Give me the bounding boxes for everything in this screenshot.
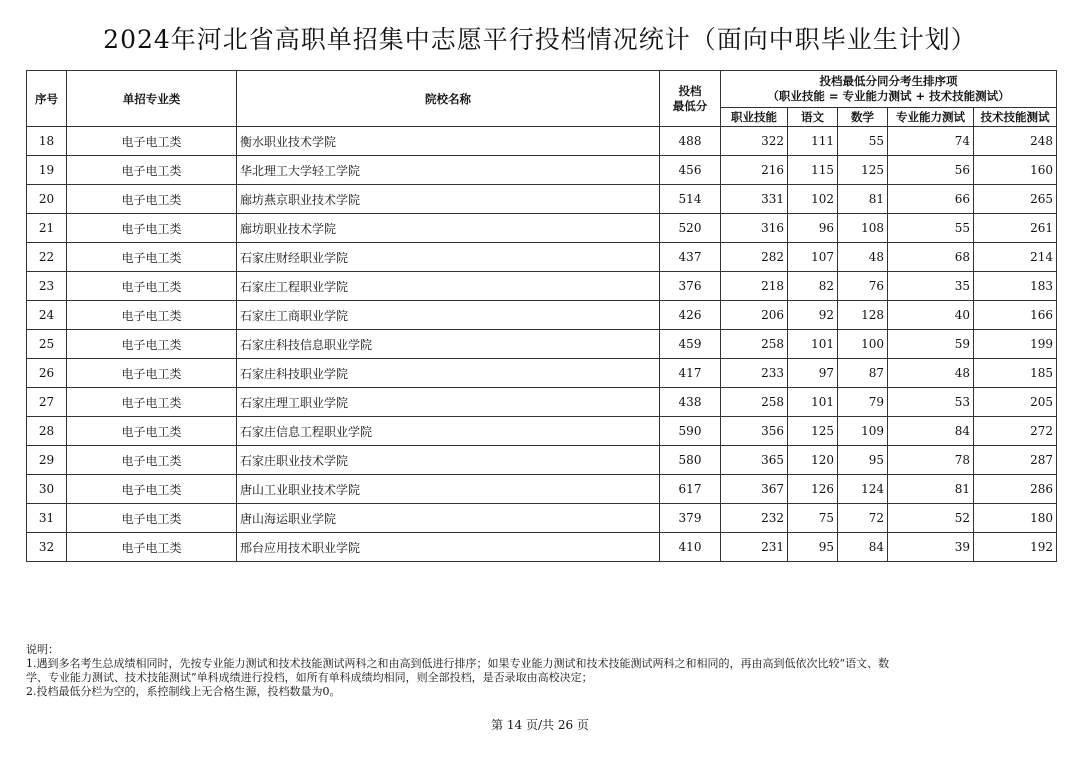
cell-seq: 25	[27, 330, 67, 359]
cell-min-score: 617	[660, 475, 721, 504]
header-rank-group-note: （职业技能 = 专业能力测试 + 技术技能测试）	[767, 89, 1010, 103]
cell-category: 电子电工类	[67, 388, 237, 417]
cell-math: 55	[838, 127, 888, 156]
cell-chinese: 92	[788, 301, 838, 330]
cell-school: 衡水职业技术学院	[237, 127, 660, 156]
cell-seq: 32	[27, 533, 67, 562]
cell-math: 95	[838, 446, 888, 475]
cell-school: 华北理工大学轻工学院	[237, 156, 660, 185]
cell-chinese: 111	[788, 127, 838, 156]
header-rank-group-title: 投档最低分同分考生排序项	[819, 74, 958, 88]
cell-school: 石家庄科技职业学院	[237, 359, 660, 388]
cell-tech-test: 180	[974, 504, 1057, 533]
cell-min-score: 438	[660, 388, 721, 417]
cell-prof-test: 52	[888, 504, 974, 533]
table-row	[27, 127, 1057, 156]
header-tech-test: 技术技能测试	[974, 108, 1057, 127]
cell-school: 石家庄工程职业学院	[237, 272, 660, 301]
cell-seq: 19	[27, 156, 67, 185]
cell-math: 72	[838, 504, 888, 533]
cell-min-score: 410	[660, 533, 721, 562]
cell-seq: 31	[27, 504, 67, 533]
cell-tech-test: 272	[974, 417, 1057, 446]
cell-school: 石家庄科技信息职业学院	[237, 330, 660, 359]
cell-seq: 30	[27, 475, 67, 504]
cell-tech-test: 261	[974, 214, 1057, 243]
cell-chinese: 120	[788, 446, 838, 475]
cell-min-score: 514	[660, 185, 721, 214]
cell-seq: 22	[27, 243, 67, 272]
cell-seq: 28	[27, 417, 67, 446]
cell-category: 电子电工类	[67, 417, 237, 446]
cell-chinese: 96	[788, 214, 838, 243]
cell-tech-test: 287	[974, 446, 1057, 475]
cell-prof-test: 78	[888, 446, 974, 475]
cell-school: 石家庄理工职业学院	[237, 388, 660, 417]
table-row	[27, 417, 1057, 446]
cell-school: 廊坊职业技术学院	[237, 214, 660, 243]
cell-math: 87	[838, 359, 888, 388]
cell-school: 石家庄财经职业学院	[237, 243, 660, 272]
cell-min-score: 437	[660, 243, 721, 272]
cell-category: 电子电工类	[67, 301, 237, 330]
cell-chinese: 115	[788, 156, 838, 185]
cell-math: 124	[838, 475, 888, 504]
cell-tech-test: 185	[974, 359, 1057, 388]
cell-school: 邢台应用技术职业学院	[237, 533, 660, 562]
cell-seq: 29	[27, 446, 67, 475]
table-row	[27, 388, 1057, 417]
cell-category: 电子电工类	[67, 214, 237, 243]
cell-math: 76	[838, 272, 888, 301]
cell-category: 电子电工类	[67, 475, 237, 504]
header-school: 院校名称	[237, 71, 660, 127]
cell-prof-test: 81	[888, 475, 974, 504]
cell-vocational: 232	[721, 504, 788, 533]
cell-tech-test: 265	[974, 185, 1057, 214]
cell-chinese: 97	[788, 359, 838, 388]
cell-seq: 27	[27, 388, 67, 417]
table-row	[27, 359, 1057, 388]
cell-min-score: 590	[660, 417, 721, 446]
cell-category: 电子电工类	[67, 330, 237, 359]
cell-chinese: 101	[788, 330, 838, 359]
cell-prof-test: 35	[888, 272, 974, 301]
table-row	[27, 504, 1057, 533]
cell-math: 109	[838, 417, 888, 446]
cell-vocational: 231	[721, 533, 788, 562]
cell-prof-test: 59	[888, 330, 974, 359]
cell-tech-test: 160	[974, 156, 1057, 185]
cell-min-score: 426	[660, 301, 721, 330]
cell-tech-test: 192	[974, 533, 1057, 562]
cell-prof-test: 40	[888, 301, 974, 330]
cell-vocational: 365	[721, 446, 788, 475]
cell-tech-test: 286	[974, 475, 1057, 504]
cell-prof-test: 48	[888, 359, 974, 388]
cell-tech-test: 199	[974, 330, 1057, 359]
header-min-score: 投档 最低分	[660, 71, 721, 127]
cell-math: 79	[838, 388, 888, 417]
cell-tech-test: 214	[974, 243, 1057, 272]
cell-chinese: 107	[788, 243, 838, 272]
cell-category: 电子电工类	[67, 359, 237, 388]
cell-category: 电子电工类	[67, 185, 237, 214]
header-seq: 序号	[27, 71, 67, 127]
cell-chinese: 95	[788, 533, 838, 562]
cell-tech-test: 248	[974, 127, 1057, 156]
notes-line-1: 1.遇到多名考生总成绩相同时，先按专业能力测试和技术技能测试两科之和由高到低进行排序；如果专业能力测试和技术技能测试两科之和相同的，再由高到低依次比较“语文、数	[26, 657, 890, 670]
cell-seq: 18	[27, 127, 67, 156]
cell-seq: 23	[27, 272, 67, 301]
cell-category: 电子电工类	[67, 156, 237, 185]
notes-line-2: 学、专业能力测试、技术技能测试”单科成绩进行投档，如所有单科成绩均相同，则全部投档，是否录取由高校决定；	[26, 671, 593, 684]
page-indicator: 第 14 页/共 26 页	[491, 718, 589, 732]
header-chinese: 语文	[788, 108, 838, 127]
cell-vocational: 316	[721, 214, 788, 243]
cell-chinese: 101	[788, 388, 838, 417]
cell-vocational: 322	[721, 127, 788, 156]
cell-min-score: 520	[660, 214, 721, 243]
cell-prof-test: 68	[888, 243, 974, 272]
cell-chinese: 126	[788, 475, 838, 504]
cell-prof-test: 39	[888, 533, 974, 562]
cell-math: 81	[838, 185, 888, 214]
cell-min-score: 456	[660, 156, 721, 185]
cell-school: 廊坊燕京职业技术学院	[237, 185, 660, 214]
cell-vocational: 367	[721, 475, 788, 504]
cell-vocational: 282	[721, 243, 788, 272]
admission-table	[26, 70, 1057, 562]
cell-school: 石家庄信息工程职业学院	[237, 417, 660, 446]
cell-vocational: 218	[721, 272, 788, 301]
cell-prof-test: 84	[888, 417, 974, 446]
cell-vocational: 356	[721, 417, 788, 446]
header-rank-group	[721, 71, 1057, 108]
cell-category: 电子电工类	[67, 504, 237, 533]
header-vocational: 职业技能	[721, 108, 788, 127]
cell-category: 电子电工类	[67, 272, 237, 301]
cell-tech-test: 205	[974, 388, 1057, 417]
header-prof-test: 专业能力测试	[888, 108, 974, 127]
page-title: 2024年河北省高职单招集中志愿平行投档情况统计（面向中职毕业生计划）	[103, 25, 977, 54]
cell-prof-test: 66	[888, 185, 974, 214]
cell-school: 唐山海运职业学院	[237, 504, 660, 533]
header-math: 数学	[838, 108, 888, 127]
cell-min-score: 417	[660, 359, 721, 388]
cell-math: 48	[838, 243, 888, 272]
cell-vocational: 233	[721, 359, 788, 388]
cell-category: 电子电工类	[67, 127, 237, 156]
table-row	[27, 156, 1057, 185]
table-row	[27, 214, 1057, 243]
cell-min-score: 488	[660, 127, 721, 156]
cell-chinese: 102	[788, 185, 838, 214]
table-row	[27, 185, 1057, 214]
cell-vocational: 216	[721, 156, 788, 185]
cell-math: 84	[838, 533, 888, 562]
table-row	[27, 301, 1057, 330]
cell-vocational: 258	[721, 388, 788, 417]
cell-min-score: 459	[660, 330, 721, 359]
table-row	[27, 533, 1057, 562]
cell-seq: 20	[27, 185, 67, 214]
cell-vocational: 258	[721, 330, 788, 359]
cell-prof-test: 55	[888, 214, 974, 243]
cell-tech-test: 183	[974, 272, 1057, 301]
cell-category: 电子电工类	[67, 533, 237, 562]
table-row	[27, 330, 1057, 359]
table-row	[27, 243, 1057, 272]
cell-vocational: 206	[721, 301, 788, 330]
cell-tech-test: 166	[974, 301, 1057, 330]
cell-chinese: 125	[788, 417, 838, 446]
table-row	[27, 475, 1057, 504]
cell-category: 电子电工类	[67, 243, 237, 272]
cell-prof-test: 74	[888, 127, 974, 156]
cell-prof-test: 53	[888, 388, 974, 417]
cell-prof-test: 56	[888, 156, 974, 185]
cell-category: 电子电工类	[67, 446, 237, 475]
table-row	[27, 272, 1057, 301]
cell-chinese: 75	[788, 504, 838, 533]
notes-line-3: 2.投档最低分栏为空的，系控制线上无合格生源，投档数量为0。	[26, 685, 341, 698]
cell-school: 唐山工业职业技术学院	[237, 475, 660, 504]
cell-seq: 21	[27, 214, 67, 243]
cell-min-score: 379	[660, 504, 721, 533]
cell-math: 108	[838, 214, 888, 243]
header-category: 单招专业类	[67, 71, 237, 127]
notes	[26, 643, 1066, 699]
cell-min-score: 580	[660, 446, 721, 475]
cell-math: 100	[838, 330, 888, 359]
cell-math: 128	[838, 301, 888, 330]
cell-vocational: 331	[721, 185, 788, 214]
table-row	[27, 446, 1057, 475]
cell-seq: 26	[27, 359, 67, 388]
cell-school: 石家庄职业技术学院	[237, 446, 660, 475]
notes-heading: 说明：	[26, 643, 59, 656]
cell-school: 石家庄工商职业学院	[237, 301, 660, 330]
cell-math: 125	[838, 156, 888, 185]
cell-seq: 24	[27, 301, 67, 330]
cell-min-score: 376	[660, 272, 721, 301]
cell-chinese: 82	[788, 272, 838, 301]
